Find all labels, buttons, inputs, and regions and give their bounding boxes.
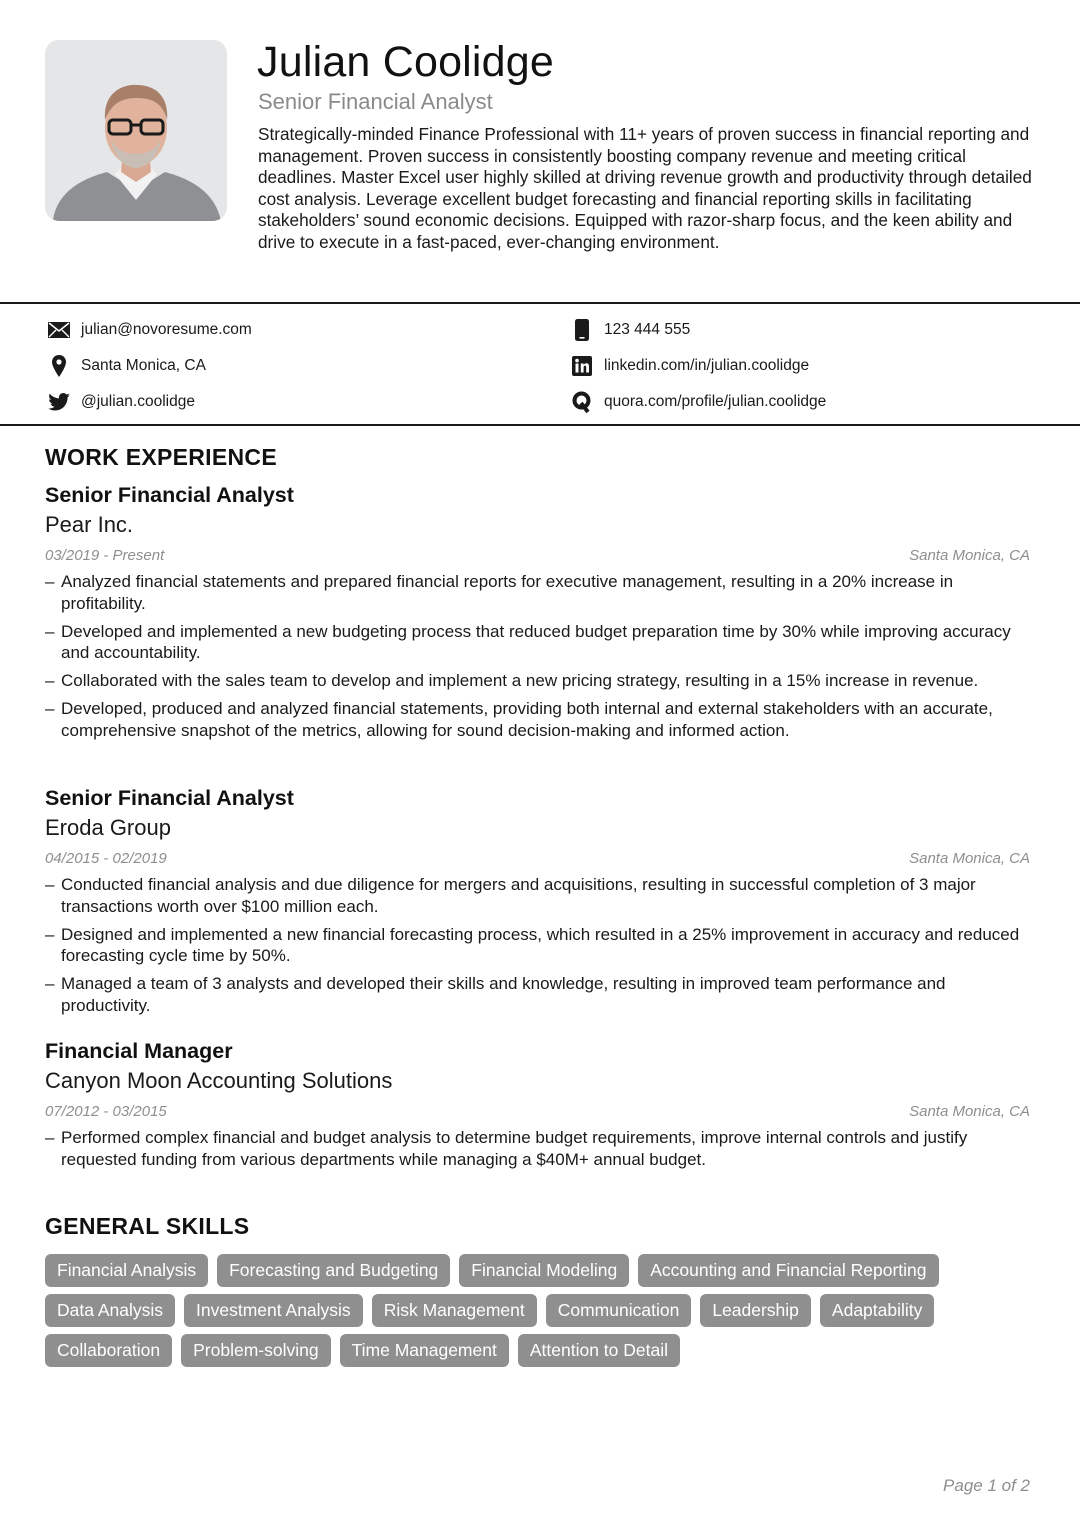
skill-chip: Data Analysis — [45, 1294, 175, 1327]
job-title: Senior Financial Analyst — [45, 786, 294, 810]
list-item: – Developed and implemented a new budgeting process that reduced budget preparation time by 30% while improving accuracy and accountability. — [45, 621, 1011, 663]
email-text: julian@novoresume.com — [81, 321, 252, 338]
candidate-name: Julian Coolidge — [257, 38, 555, 86]
job-title: Senior Financial Analyst — [45, 483, 294, 507]
job-meta — [45, 543, 1035, 569]
job-dates: 03/2019 - Present — [45, 547, 165, 564]
contact-email[interactable] — [47, 318, 252, 342]
skill-chip: Time Management — [340, 1334, 509, 1367]
location-text: Santa Monica, CA — [81, 357, 206, 374]
company-name: Pear Inc. — [45, 512, 134, 537]
skill-chip: Leadership — [700, 1294, 811, 1327]
quora-icon — [570, 391, 594, 413]
list-item: – Developed, produced and analyzed financial statements, providing both internal and external stakeholders with an accurate, comprehensive snapshot of the metrics, allowing for sound decision-making and informed action. — [45, 699, 993, 741]
job-location: Santa Monica, CA — [909, 850, 1030, 867]
job-meta — [45, 1099, 1035, 1125]
list-item: – Managed a team of 3 analysts and developed their skills and knowledge, resulting in improved team performance and productivity. — [45, 974, 946, 1015]
profile-photo — [45, 40, 227, 221]
skill-chip: Attention to Detail — [518, 1334, 680, 1367]
twitter-text: @julian.coolidge — [81, 393, 195, 410]
contact-info — [0, 310, 1080, 420]
company-name: Canyon Moon Accounting Solutions — [45, 1068, 393, 1093]
company-name: Eroda Group — [45, 815, 171, 840]
contact-location — [47, 354, 206, 378]
contacts-divider — [0, 424, 1080, 426]
phone-text: 123 444 555 — [604, 321, 691, 338]
phone-icon — [570, 319, 594, 341]
job-dates: 04/2015 - 02/2019 — [45, 850, 167, 867]
skill-chip: Adaptability — [820, 1294, 934, 1327]
job-dates: 07/2012 - 03/2015 — [45, 1103, 167, 1120]
contact-quora[interactable] — [570, 390, 826, 414]
skill-chip: Risk Management — [372, 1294, 537, 1327]
twitter-icon — [47, 391, 71, 413]
contact-linkedin[interactable] — [570, 354, 809, 378]
skill-chip: Problem-solving — [181, 1334, 330, 1367]
general-skills-heading: GENERAL SKILLS — [45, 1213, 250, 1239]
job-location: Santa Monica, CA — [909, 547, 1030, 564]
skill-chip: Communication — [546, 1294, 692, 1327]
header-divider — [0, 302, 1080, 304]
job-entry — [45, 786, 1035, 1023]
candidate-title: Senior Financial Analyst — [258, 89, 493, 114]
job-bullets — [45, 1127, 1035, 1170]
job-bullets — [45, 571, 1035, 742]
job-title: Financial Manager — [45, 1039, 233, 1063]
skill-chip: Financial Modeling — [459, 1254, 629, 1287]
list-item: – Designed and implemented a new financial forecasting process, which resulted in a 25% improvement in accuracy and reduced forecasting cycle time by 50%. — [45, 924, 1020, 966]
job-entry — [45, 1039, 1035, 1177]
list-item: – Collaborated with the sales team to develop and implement a new pricing strategy, resulting in a 15% increase in revenue. — [45, 671, 979, 691]
resume-header — [0, 0, 1080, 302]
linkedin-icon — [570, 355, 594, 377]
skills-list — [45, 1254, 1045, 1367]
job-meta — [45, 846, 1035, 872]
skill-chip: Collaboration — [45, 1334, 172, 1367]
job-bullets — [45, 874, 1035, 1017]
linkedin-text: linkedin.com/in/julian.coolidge — [604, 357, 810, 374]
quora-text: quora.com/profile/julian.coolidge — [604, 393, 827, 410]
job-entry — [45, 483, 1035, 748]
list-item: – Performed complex financial and budget analysis to determine budget requirements, improve internal controls and justify requested funding from various departments while managing a $40M+ annual budget. — [45, 1128, 968, 1169]
skill-chip: Financial Analysis — [45, 1254, 208, 1287]
list-item: – Conducted financial analysis and due diligence for mergers and acquisitions, resulting in successful completion of 3 major transactions worth over $100 million each. — [45, 875, 976, 916]
map-pin-icon — [47, 355, 71, 377]
job-location: Santa Monica, CA — [909, 1103, 1030, 1120]
skill-chip: Investment Analysis — [184, 1294, 363, 1327]
skill-chip: Forecasting and Budgeting — [217, 1254, 450, 1287]
envelope-icon — [47, 319, 71, 341]
page-number: Page 1 of 2 — [943, 1476, 1030, 1495]
work-experience-heading: WORK EXPERIENCE — [45, 444, 277, 470]
contact-twitter[interactable] — [47, 390, 195, 414]
list-item: – Analyzed financial statements and prepared financial reports for executive management, resulting in a 20% increase in profitability. — [45, 572, 954, 613]
contact-phone[interactable] — [570, 318, 690, 342]
skill-chip: Accounting and Financial Reporting — [638, 1254, 938, 1287]
profile-summary: Strategically-minded Finance Professional with 11+ years of proven success in financial reporting and management. Proven success in consistently boosting company revenue and meeting critical deadlines. Master Excel user highly skilled at driving revenue growth and productivity through detailed cost analysis. Leverage excellent budget forecasting and financial reporting skills in facilitating stakeholders’ sound economic decisions. Equipped with razor-sharp focus, and the keen ability and drive to execute in a fast-paced, ever-changing environment. — [258, 124, 1032, 252]
